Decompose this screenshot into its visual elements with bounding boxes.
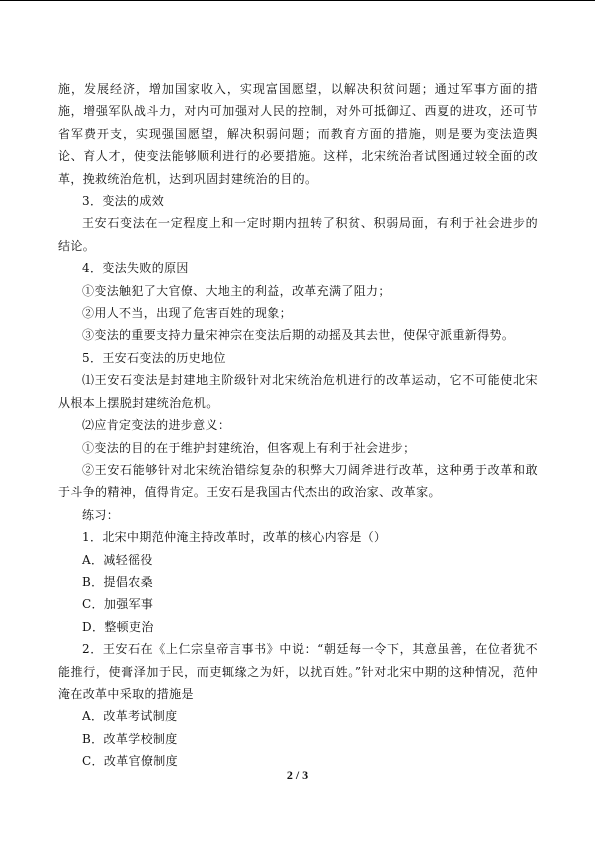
failure-reason-3: ③变法的重要支持力量宋神宗在变法后期的动摇及其去世，使保守派重新得势。 [82,328,515,343]
question-2-option-b: B．改革学校制度 [82,731,178,746]
paragraph-reform-measures: 施，发展经济，增加国家收入，实现富国愿望，以解决积贫问题；通过军事方面的措施，增强军队战斗力，对内可加强对人民的控制，对外可抵御辽、西夏的进攻，还可节省军费开支，实现强国愿望，解决积弱问题；而教育方面的措施，则是要为变法造舆论、育人才，使变法能够顺利进行的必要措施。这样，北宋统治者试图通过较全面的改革，挽救统治危机，达到巩固封建统治的目的。 [58,82,538,186]
paragraph-reform-results: 王安石变法在一定程度上和一定时期内扭转了积贫、积弱局面，有利于社会进步的结论。 [58,216,538,253]
question-2-option-c: C．改革官僚制度 [82,754,178,769]
heading-reform-results: 3．变法的成效 [82,194,165,209]
question-2-option-a: A．改革考试制度 [82,709,178,724]
heading-historical-status: 5．王安石变法的历史地位 [82,350,226,365]
question-1-option-c: C．加强军事 [82,597,154,612]
status-point-2a: ①变法的目的在于维护封建统治，但客观上有利于社会进步； [82,440,416,455]
question-2: 2．王安石在《上仁宗皇帝言事书》中说：“朝廷每一令下，其意虽善，在位者犹不能推行，使膏泽加于民，而吏辄缘之为奸，以扰百姓。”针对北宋中期的这种情况，范仲淹在改革中采取的措施是 [58,642,538,701]
exercises-heading: 练习： [82,507,120,522]
question-1-option-a: A．减轻徭役 [82,552,153,567]
status-point-2b: ②王安石能够针对北宋统治错综复杂的积弊大刀阔斧进行改革，这种勇于改革和敢于斗争的精神，值得肯定。王安石是我国古代杰出的政治家、改革家。 [58,462,538,500]
question-1-option-b: B．提倡农桑 [82,574,153,589]
document-body [58,78,538,773]
page-number: 2 / 3 [286,768,309,782]
question-1: 1．北宋中期范仲淹主持改革时，改革的核心内容是（） [82,530,387,545]
status-point-2: ⑵应肯定变法的进步意义： [82,418,231,433]
failure-reason-1: ①变法触犯了大官僚、大地主的利益，改革充满了阻力； [82,283,391,298]
heading-failure-reasons: 4．变法失败的原因 [82,261,189,276]
page-top-rule [0,0,595,1]
failure-reason-2: ②用人不当，出现了危害百姓的现象； [82,306,292,321]
question-1-option-d: D．整顿吏治 [82,619,154,634]
status-point-1: ⑴王安石变法是封建地主阶级针对北宋统治危机进行的改革运动，它不可能使北宋从根本上摆脱封建统治危机。 [58,373,538,410]
